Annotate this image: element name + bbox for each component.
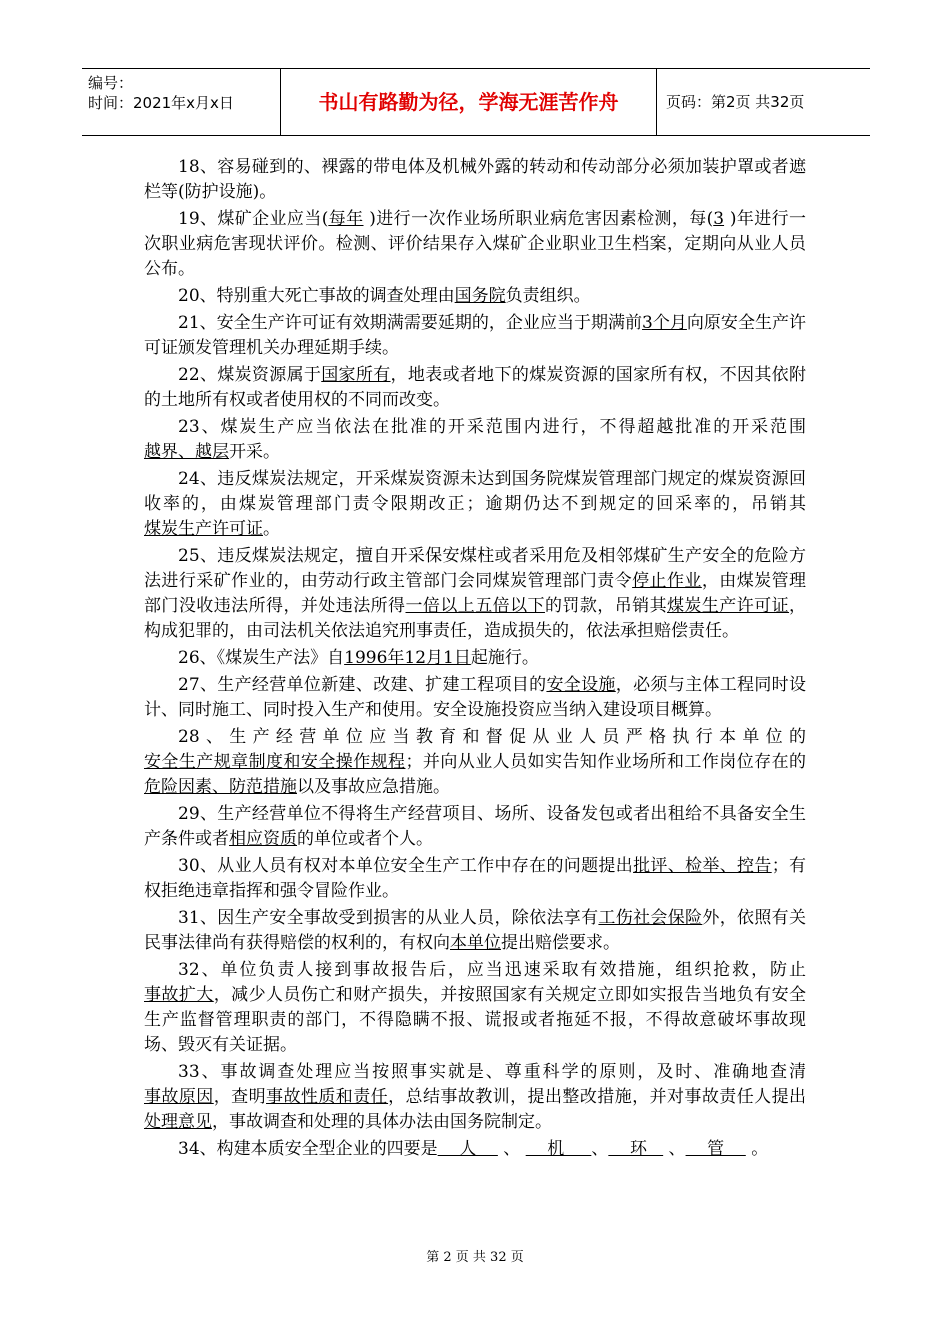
document-body <box>144 155 806 1164</box>
paragraph-text: 提出赔偿要求。 <box>501 933 620 953</box>
paragraph-text: 28、生产经营单位应当教育和督促从业人员严格执行本单位的 <box>178 727 806 747</box>
paragraph-text: 33、事故调查处理应当按照事实就是、尊重科学的原则，及时、准确地查清 <box>178 1062 806 1082</box>
paragraph-text: 32、单位负责人接到事故报告后，应当迅速采取有效措施，组织抢救，防止 <box>178 960 806 980</box>
answer-underlined: 1996年12月1日 <box>344 648 471 668</box>
question-paragraph <box>144 646 806 671</box>
paragraph-text: 的单位或者个人。 <box>297 829 433 849</box>
paragraph-text: 31、因生产安全事故受到损害的从业人员，除依法享有 <box>178 908 599 928</box>
question-paragraph <box>144 207 806 282</box>
answer-underlined: 处理意见 <box>144 1112 212 1132</box>
paragraph-text: 25、违反煤炭法规定，擅自开采保安煤柱或者采用危及相邻煤矿生产安全的危险方法进行采矿作业的，由劳动行政主管部门会同煤炭管理部门责令 <box>144 546 806 591</box>
answer-underlined: 一倍以上五倍以下 <box>405 596 545 616</box>
paragraph-text: 开采。 <box>229 442 280 462</box>
paragraph-text: 29、生产经营单位不得将生产经营项目、场所、设备发包或者出租给不具备安全生产条件或者 <box>144 804 806 849</box>
question-paragraph <box>144 958 806 1058</box>
answer-underlined: 越界、越层 <box>144 442 229 462</box>
paragraph-text: 。 <box>263 519 280 539</box>
paragraph-text: ；有权拒绝违章指挥和强令冒险作业。 <box>144 856 807 901</box>
paragraph-text: 向原安全生产许可证颁发管理机关办理延期手续。 <box>144 313 806 358</box>
paragraph-text: 26、《煤炭生产法》自 <box>178 648 345 668</box>
paragraph-text: 18、容易碰到的、裸露的带电体及机械外露的转动和传动部分必须加装护罩或者遮栏等(防护设施)。 <box>144 157 806 202</box>
paragraph-text: 。 <box>745 1139 769 1159</box>
paragraph-text: 20、特别重大死亡事故的调查处理由 <box>178 286 455 306</box>
answer-underlined: 人 <box>437 1139 498 1159</box>
document-id-label: 编号： <box>88 74 134 92</box>
header-page-info: 页码：第2页 共32页 <box>666 93 805 111</box>
paragraph-text: 21、安全生产许可证有效期满需要延期的，企业应当于期满前 <box>178 313 643 333</box>
answer-underlined: 批评、检举、控告 <box>633 856 772 876</box>
paragraph-text: ，由煤炭管理部门没收违法所得，并处违法所得 <box>144 571 807 616</box>
paragraph-text: 、 <box>663 1139 686 1159</box>
answer-underlined: 机 <box>525 1139 592 1159</box>
answer-underlined: 工伤社会保险 <box>598 908 703 928</box>
answer-underlined: 危险因素、防范措施 <box>144 777 297 797</box>
page-header <box>82 68 870 136</box>
paragraph-text: 的罚款，吊销其 <box>544 596 667 616</box>
question-paragraph <box>144 311 806 361</box>
answer-underlined: 煤炭生产许可证 <box>144 519 263 539</box>
paragraph-text: 、 <box>591 1139 609 1159</box>
answer-underlined: 安全生产规章制度和安全操作规程 <box>144 752 406 772</box>
paragraph-text: 以及事故应急措施。 <box>297 777 450 797</box>
paragraph-text: 30、从业人员有权对本单位安全生产工作中存在的问题提出 <box>178 856 634 876</box>
paragraph-text: 22、煤炭资源属于 <box>178 365 322 385</box>
paragraph-text: )年进行一次职业病危害现状评价。检测、评价结果存入煤矿企业职业卫生档案，定期向从业人员公布。 <box>144 209 807 279</box>
answer-underlined: 每年 <box>328 209 364 229</box>
answer-underlined: 3个月 <box>642 313 687 333</box>
document-time-label: 时间：2021年x月x日 <box>88 94 234 112</box>
paragraph-text: 起施行。 <box>470 648 539 668</box>
question-paragraph <box>144 284 806 309</box>
question-paragraph <box>144 363 806 413</box>
answer-underlined: 本单位 <box>450 933 501 953</box>
paragraph-text: ，总结事故教训，提出整改措施，并对事故责任人提出 <box>388 1087 807 1107</box>
answer-underlined: 环 <box>608 1139 664 1159</box>
answer-underlined: 相应资质 <box>229 829 297 849</box>
paragraph-text: ，减少人员伤亡和财产损失，并按照国家有关规定立即如实报告当地负有安全生产监督管理职责的部门，不得隐瞒不报、谎报或者拖延不报，不得故意破坏事故现场、毁灭有关证据。 <box>144 985 807 1055</box>
paragraph-text: ，构成犯罪的，由司法机关依法追究刑事责任，造成损失的，依法承担赔偿责任。 <box>144 596 807 641</box>
paragraph-text: ，事故调查和处理的具体办法由国务院制定。 <box>212 1112 552 1132</box>
answer-underlined: 事故性质和责任 <box>266 1087 389 1107</box>
question-paragraph <box>144 1137 806 1162</box>
paragraph-text: 负责组织。 <box>505 286 591 306</box>
paragraph-text: 、 <box>497 1139 526 1159</box>
answer-underlined: 事故扩大 <box>144 985 214 1005</box>
paragraph-text: ，必须与主体工程同时设计、同时施工、同时投入生产和使用。安全设施投资应当纳入建设项目概算。 <box>144 675 807 720</box>
paragraph-text: 19、煤矿企业应当( <box>178 209 329 229</box>
paragraph-text: 27、生产经营单位新建、改建、扩建工程项目的 <box>178 675 547 695</box>
answer-underlined: 国家所有 <box>321 365 391 385</box>
answer-underlined: 煤炭生产许可证 <box>667 596 790 616</box>
question-paragraph <box>144 854 806 904</box>
paragraph-text: 34、构建本质安全型企业的四要是 <box>178 1139 438 1159</box>
question-paragraph <box>144 725 806 800</box>
paragraph-text: ，地表或者地下的煤炭资源的国家所有权，不因其依附的土地所有权或者使用权的不同而改变。 <box>144 365 807 410</box>
answer-underlined: 事故原因 <box>144 1087 214 1107</box>
question-paragraph <box>144 906 806 956</box>
answer-underlined: 停止作业 <box>632 571 702 591</box>
answer-underlined: 国务院 <box>454 286 506 306</box>
answer-underlined: 管 <box>685 1139 746 1159</box>
answer-underlined: 3 <box>713 209 725 229</box>
paragraph-text: ，查明 <box>213 1087 267 1107</box>
paragraph-text: )进行一次作业场所职业病危害因素检测，每( <box>363 209 714 229</box>
header-slogan: 书山有路勤为径，学海无涯苦作舟 <box>318 90 619 114</box>
paragraph-text: ；并向从业人员如实告知作业场所和工作岗位存在的 <box>405 752 807 772</box>
header-meta <box>88 73 234 113</box>
question-paragraph <box>144 155 806 205</box>
question-paragraph <box>144 467 806 542</box>
answer-underlined: 安全设施 <box>546 675 616 695</box>
question-paragraph <box>144 544 806 644</box>
paragraph-text: 外，依照有关民事法律尚有获得赔偿的权利的，有权向 <box>144 908 806 953</box>
question-paragraph <box>144 1060 806 1135</box>
question-paragraph <box>144 802 806 852</box>
question-paragraph <box>144 673 806 723</box>
paragraph-text: 23、煤炭生产应当依法在批准的开采范围内进行，不得超越批准的开采范围 <box>178 417 806 437</box>
page-footer: 第 2 页 共 32 页 <box>426 1250 524 1265</box>
question-paragraph <box>144 415 806 465</box>
paragraph-text: 24、违反煤炭法规定，开采煤炭资源未达到国务院煤炭管理部门规定的煤炭资源回收率的，由煤炭管理部门责令限期改正；逾期仍达不到规定的回采率的，吊销其 <box>144 469 806 514</box>
header-divider <box>656 69 657 135</box>
